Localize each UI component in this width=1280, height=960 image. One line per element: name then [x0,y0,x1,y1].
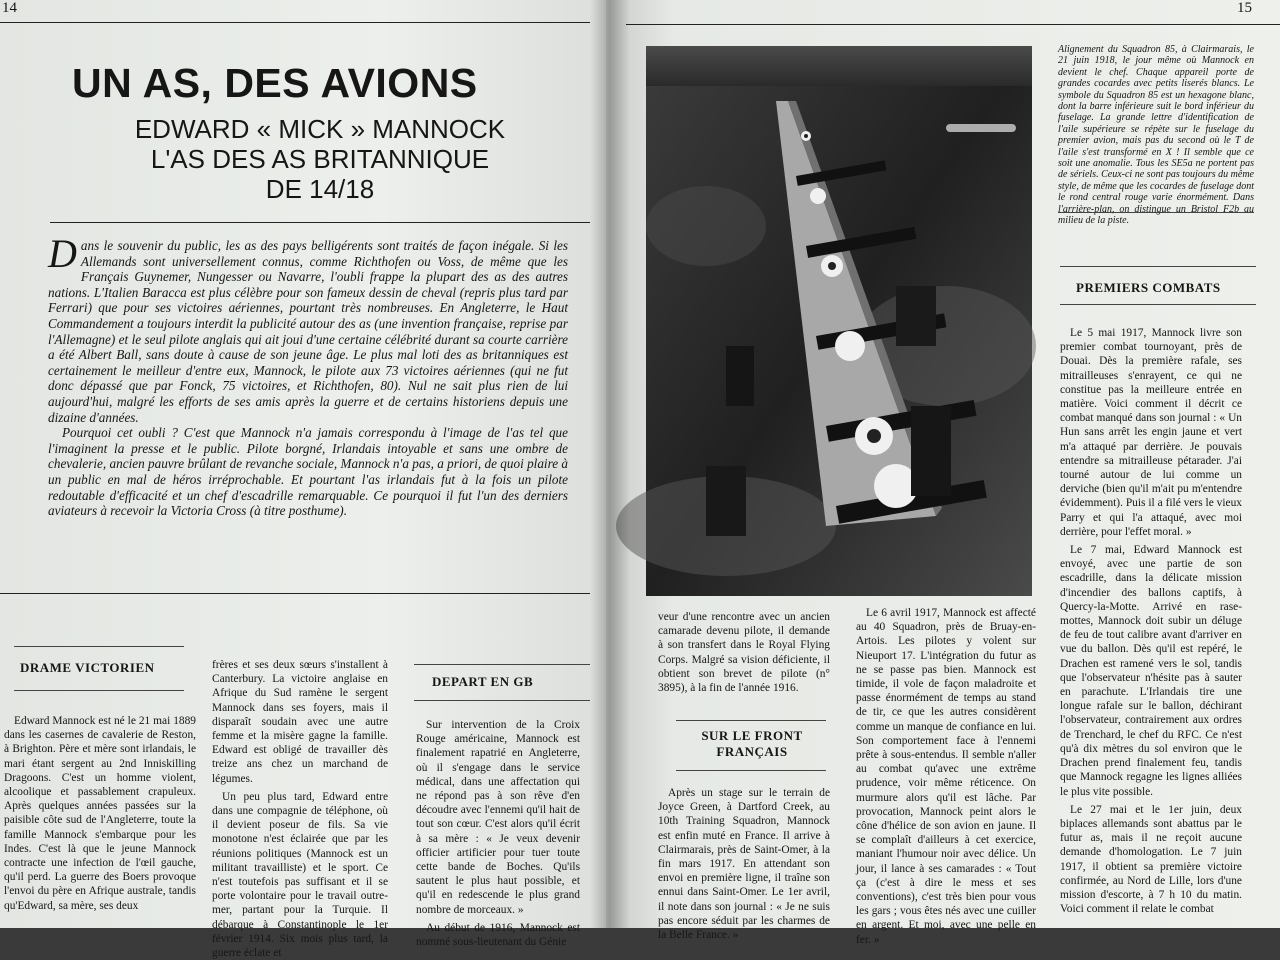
section-heading-front [672,728,832,760]
body-paragraph: Le 7 mai, Edward Mannock est envoyé, avec une partie de son escadrille, dans la délicate mission d'incendier des ballons captifs, à Quercy-la-Motte. Arrivé en rase-mottes, Mannock doit subir un déluge de feu de tout calibre avant d'arriver en vue du ballon. Dès qu'il est repéré, le Drachen est ramené vers le sol, tandis que l'observateur n'hésite pas à sauter en parachute. L'Irlandais tire une longue rafale sur le ballon, déchirant l'observateur, contrairement aux ordres de Trenchard, le chef du RFC. Ce n'est qu'à dix mètres du sol environ que le Drachen prend finalement feu, tandis que Mannock regagne les lignes alliées le plus vite possible. [1060,544,1242,798]
section-rule [414,664,590,665]
subtitle-line: L'AS DES AS BRITANNIQUE [150,144,490,174]
section-heading-drame: DRAME VICTORIEN [20,660,155,675]
intro-bottom-rule [0,593,590,594]
column-3 [416,718,580,949]
heading-line: FRANÇAIS [716,744,788,759]
body-paragraph: Au début de 1916, Mannock est nommé sous-lieutenant du Génie [416,921,580,949]
book-gutter [590,0,630,928]
section-rule [14,646,184,647]
body-paragraph: Edward Mannock est né le 21 mai 1889 dans les casernes de cavalerie de Reston, à Brighton. Père et mère sont irlandais, le mari étant sergent au 2nd Inniskilling Dragoons. C'est un homme violent, alcoolique et passablement crapuleux. Après quelques années passées sur la paisible côte sud de l'Angleterre, toute la famille Mannock s'embarque pour les Indes. C'est là que le jeune Mannock contracte une infection de l'œil gauche, qu'il perd. La guerre des Boers provoque l'envoi du père en Afrique australe, tandis qu'Edward, sa mère, ses deux [4,715,196,912]
section-heading-premiers: PREMIERS COMBATS [1076,280,1221,295]
right-column-1-bottom [658,786,830,942]
body-paragraph: Le 6 avril 1917, Mannock est affecté au 40 Squadron, près de Bruay-en-Artois. Les pilotes y volent sur Nieuport 17. L'intégration du futur as ne se passe pas bien. Mannock est timide, il vole de façon maladroite et passe énormément de temps au stand de tir, ce que les autres considèrent comme un manque de confiance en lui. Son comportement face à l'ennemi prête à sous-entendus. Il semble n'aller au combat qu'avec une extrême prudence, voir même réticence. On murmure alors qu'il est lâche. Par provocation, Mannock peint alors le cône d'hélice de son avion en jaune. Il se complaît d'ailleurs à cet exercice, maniant l'humour noir avec délice. Un jour, il lance à ses camarades : « Tout ça (c'est à dire le mess et ses conventions), c'est très bien pour vous les gars ; vous êtes nés avec une cuiller en argent. Et moi, avec une pelle en fer. » [856,607,1036,946]
body-paragraph: Après un stage sur le terrain de Joyce Green, à Dartford Creek, au 10th Training Squadron, Mannock est enfin muté en France. Il arrive à Clairmarais, près de Saint-Omer, à la fin mars 1917. En attendant son envoi en première ligne, il traîne son ennui dans Saint-Omer. Le 1er avril, il note dans son journal : « Je ne suis pas encore séduit par les charmes de la Belle France. » [658,787,830,942]
section-heading-depart: DEPART EN GB [432,674,534,689]
article-subtitle [80,114,560,204]
body-paragraph: Le 27 mai et le 1er juin, deux biplaces allemands sont abattus par le futur as, mais il ne reçoit aucune demande d'homologation. Le 7 juin 1917, il obtient sa première victoire confirmée, au Nord de Lille, lors d'une mission d'escorte, à 7 h 10 du matin. Voici comment il relate le combat [1060,803,1242,916]
body-paragraph: Le 5 mai 1917, Mannock livre son premier combat tournoyant, près de Douai. Dès la première rafale, ses mitrailleuses s'enrayent, ce qui ne constitue pas la meilleure entrée en matière. Voici comment il décrit ce combat manqué dans son journal : « Un Hun sans arrêt les engin jaune et vert m'a attaqué par derrière. Je pouvais entendre sa mitrailleuse pétarader. J'ai tourné autour de lui comme un derviche (bien qu'il m'ait pu m'entendre évidemment). Puis il a filé vers le vieux Parry et qui l'a attaqué, avec moi derrière, pour l'effet moral. » [1060,327,1242,538]
body-paragraph: frères et ses deux sœurs s'installent à Canterbury. La victoire anglaise en Afrique du Sud ramène le sergent Mannock dans ses foyers, mais il disparaît soudain avec une autre femme et la misère gagne la famille. Edward est obligé de travailler dès treize ans chez un marchand de légumes. [212,659,388,785]
section-rule [1060,304,1256,305]
heading-line: SUR LE FRONT [701,728,803,743]
page-number-right: 15 [1237,0,1252,16]
caption-rule [1058,212,1254,213]
subtitle-line: EDWARD « MICK » MANNOCK [134,114,506,144]
top-rule-left [0,22,590,23]
intro-text-2: Pourquoi cet oubli ? C'est que Mannock n'a jamais correspondu à l'image de l'as tel que l'imaginent la presse et le public. Pilote borgné, Irlandais intoyable et sans une ombre de chevalerie, ancien pauvre brûlant de revanche sociale, Mannock n'a pas, a priori, de quoi plaire à un public en mal de héros irréprochable. Et pourtant l'as irlandais fut à la fois un pilote redoutable d'efficacité et un chef d'escadrille remarquable. Ce pourquoi il fut l'un des derniers aviateurs à recevoir la Victoria Cross (à titre posthume). [48,425,568,519]
section-rule [14,690,184,691]
intro-top-rule [50,222,590,223]
photo-caption: Alignement du Squadron 85, à Clairmarais, le 21 juin 1918, le jour même où Mannock en devient le chef. Chaque appareil porte de grandes cocardes avec petits liserés blancs. Le symbole du Squadron 85 est un hexagone blanc, dont la barre inférieure suit le bord inférieur du fuselage. La grande lettre d'identification de l'aile supérieure se répète sur le fuselage du premier avion, mais pas du second où le T de l'aile s'est transformé en X ! Il semble que ce soit une anomalie. Tous les SE5a ne portent pas de sériels. Ceux-ci ne sont pas toujours du même style, de même que les cocardes de fuselage dont le rond central rouge varie énormément. Dans l'arrière-plan, on distingue un Bristol F2b au milieu de la piste. [1058,44,1254,227]
page-number-left: 14 [2,0,17,16]
body-paragraph: veur d'une rencontre avec un ancien camarade devenu pilote, il demande à son transfert dans le Royal Flying Corps. Malgré sa vision déficiente, il obtient son brevet de pilote (n° 3895), à la fin de l'année 1916. [658,611,830,695]
body-paragraph: Sur intervention de la Croix Rouge américaine, Mannock est finalement rapatrié en Angleterre, où il s'engage dans le service médical, dans une affectation qui ne répond pas à son rêve d'en découdre avec l'ennemi qu'il hait de tout son cœur. C'est alors qu'il écrit à sa mère : « Je veux devenir officier artificier pour tuer toute cette bande de Boches. Qu'ils sautent le plus haut possible, et qu'il en redescende le plus grand nombre de morceaux. » [416,719,580,916]
right-column-2 [856,606,1036,946]
top-rule-right [626,24,1280,25]
right-column-3 [1060,326,1242,928]
section-rule [676,770,826,771]
section-rule [1060,266,1256,267]
section-rule [414,700,590,701]
article-title: UN AS, DES AVIONS [72,60,478,106]
drop-cap: D [48,231,77,276]
body-paragraph: Un peu plus tard, Edward entre dans une compagnie de téléphone, où il devient poseur de fils. Sa vie monotone n'est éclairée que par les réunions politiques (Mannock est un militant travailliste) et le sport. Ce n'est toutefois pas suffisant et il se porte volontaire pour le travail outre-mer, partant pour la Turquie. Il débarque à Constantinople le 1er février 1914. Six mois plus tard, la guerre éclate et [212,790,388,960]
section-rule [676,720,826,721]
right-page [606,0,1280,946]
photo-graphic [646,46,1032,596]
right-column-1-top [658,610,830,700]
aircraft-lineup-photo [646,46,1032,596]
subtitle-line: DE 14/18 [265,174,375,204]
intro-paragraph [48,231,568,519]
column-2 [212,658,388,960]
intro-text-1: ans le souvenir du public, les as des pays belligérents sont traités de façon inégale. Si les Allemands sont universellement connus, comme Richthofen ou Voss, de même que les Français Guynemer, Nungesser ou Navarre, l'oubli frappe la plupart des as des autres nations. L'Italien Baracca est plus célèbre pour son fameux dessin de cheval (repris plus tard par Ferrari) que pour ses victoires aériennes, pourtant très nombreuses. En Angleterre, le Haut Commandement a toujours interdit la publicité autour des as (une invention française, reprise par l'Allemagne) et le seul pilote anglais qui ait joui d'une certaine célébrité durant sa courte carrière a été Albert Ball, sans doute à cause de son jeune âge. Le plus mal loti des as britanniques est certainement le meilleur d'entre eux, Mannock, le pilote aux 73 victoires aériennes (qui ne fut donc dépassé que par Fonck, 75 victoires, et Richthofen, 80). Nul ne sait plus rien de lui aujourd'hui, malgré les efforts de ses amis après la guerre et de certains historiens depuis une dizaine d'années. [48,238,568,425]
column-1 [4,714,196,928]
